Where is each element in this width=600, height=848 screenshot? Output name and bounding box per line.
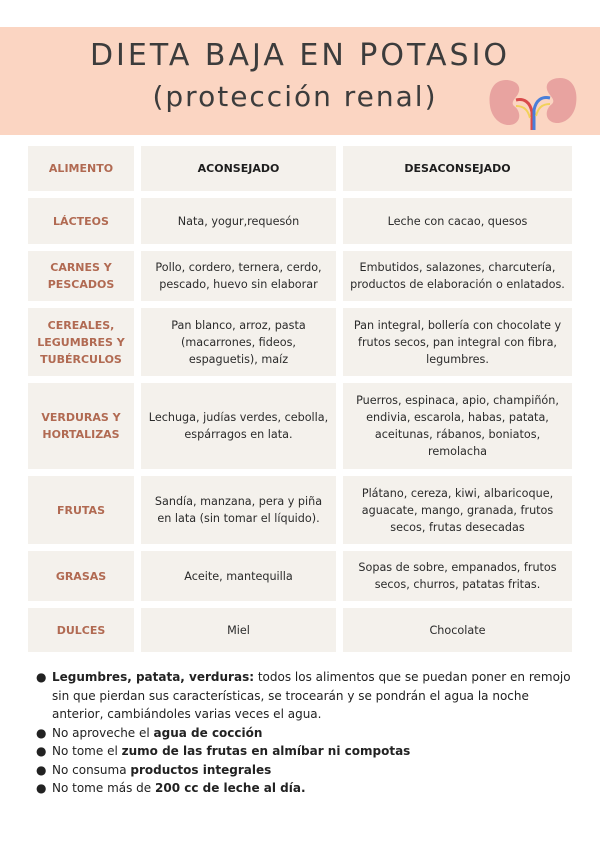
note-bold: Legumbres, patata, verduras:: [52, 670, 255, 684]
note-text: No tome el: [52, 744, 122, 758]
note-bold: productos integrales: [130, 762, 272, 777]
notes-list: [36, 668, 576, 798]
row-not-recommended: Embutidos, salazones, charcutería, productos de elaboración o enlatados.: [343, 251, 572, 301]
note-text: todos los alimentos que se puedan poner en remojo sin que pierdan sus características, se trocearán y se pondrán el agua la noche anterior, cambiándoles varias veces el agua.: [52, 670, 571, 721]
note-item: [36, 742, 576, 761]
row-category: LÁCTEOS: [28, 198, 134, 244]
row-category: CARNES Y PESCADOS: [28, 251, 134, 301]
row-category: DULCES: [28, 608, 134, 652]
bullet-icon: ●: [36, 762, 47, 777]
food-table: [28, 146, 572, 652]
row-not-recommended: Chocolate: [343, 608, 572, 652]
note-text: No tome más de: [52, 781, 155, 795]
note-bold: agua de cocción: [153, 725, 263, 740]
bullet-icon: ●: [36, 725, 47, 740]
page-title: DIETA BAJA EN POTASIO: [89, 38, 511, 73]
row-category: VERDURAS Y HORTALIZAS: [28, 383, 134, 469]
row-not-recommended: Leche con cacao, quesos: [343, 198, 572, 244]
header-aconsejado: ACONSEJADO: [141, 146, 336, 191]
header-alimento: ALIMENTO: [28, 146, 134, 191]
note-item: [36, 668, 576, 724]
note-bold: 200 cc de leche al día.: [155, 781, 306, 795]
row-category: CEREALES, LEGUMBRES Y TUBÉRCULOS: [28, 308, 134, 376]
bullet-icon: ●: [36, 781, 47, 795]
note-item: [36, 761, 576, 780]
page-subtitle: (protección renal): [152, 80, 438, 113]
note-bold: zumo de las frutas en almíbar ni compotas: [121, 744, 411, 758]
row-recommended: Sandía, manzana, pera y piña en lata (sin tomar el líquido).: [141, 476, 336, 544]
bullet-icon: ●: [36, 670, 47, 684]
note-text: No consuma: [52, 762, 131, 777]
row-not-recommended: Plátano, cereza, kiwi, albaricoque, aguacate, mango, granada, frutos secos, frutas desecadas: [343, 476, 572, 544]
row-recommended: Nata, yogur,requesón: [141, 198, 336, 244]
header-desaconsejado: DESACONSEJADO: [343, 146, 572, 191]
note-text: No aproveche el: [52, 725, 154, 740]
row-not-recommended: Pan integral, bollería con chocolate y frutos secos, pan integral con fibra, legumbres.: [343, 308, 572, 376]
row-not-recommended: Puerros, espinaca, apio, champiñón, endivia, escarola, habas, patata, aceitunas, rábanos, boniatos, remolacha: [343, 383, 572, 469]
row-recommended: Miel: [141, 608, 336, 652]
note-item: [36, 779, 576, 798]
row-recommended: Aceite, mantequilla: [141, 551, 336, 601]
kidneys-icon: [486, 72, 580, 130]
row-recommended: Pollo, cordero, ternera, cerdo, pescado, huevo sin elaborar: [141, 251, 336, 301]
row-category: GRASAS: [28, 551, 134, 601]
note-item: [36, 724, 576, 743]
row-category: FRUTAS: [28, 476, 134, 544]
row-recommended: Pan blanco, arroz, pasta (macarrones, fideos, espaguetis), maíz: [141, 308, 336, 376]
row-not-recommended: Sopas de sobre, empanados, frutos secos, churros, patatas fritas.: [343, 551, 572, 601]
bullet-icon: ●: [36, 744, 47, 758]
row-recommended: Lechuga, judías verdes, cebolla, espárragos en lata.: [141, 383, 336, 469]
